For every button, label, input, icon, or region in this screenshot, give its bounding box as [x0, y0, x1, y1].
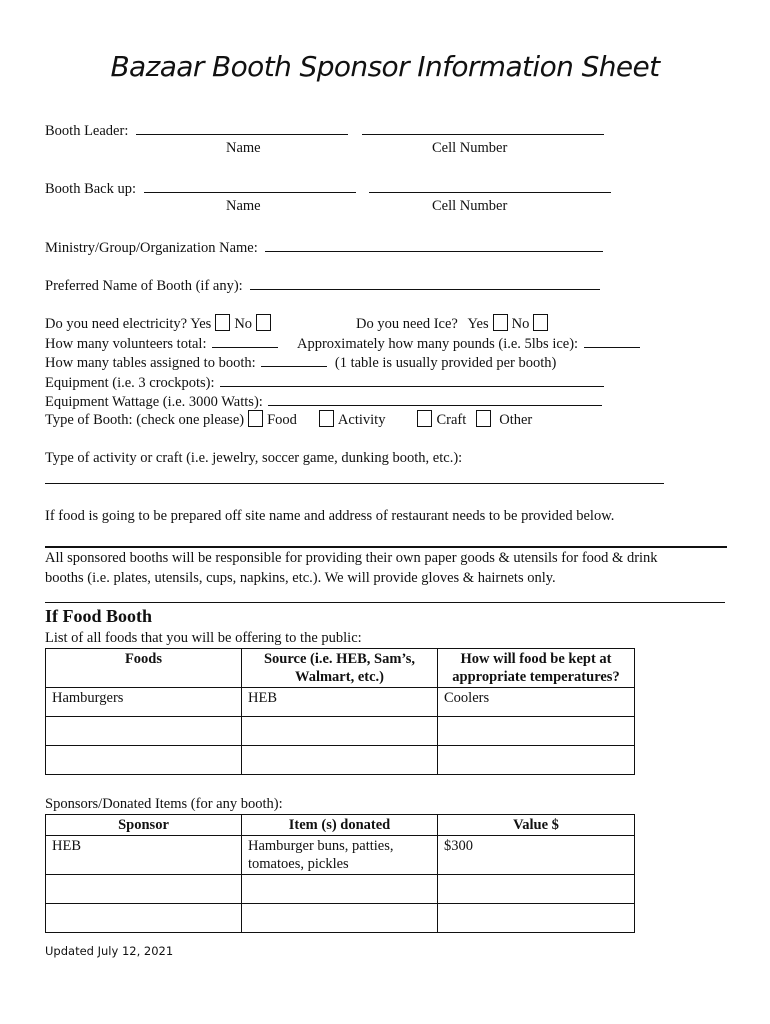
- sponsors-intro: Sponsors/Donated Items (for any booth):: [45, 796, 283, 812]
- ministry-label: Ministry/Group/Organization Name:: [45, 240, 258, 256]
- equipment-field[interactable]: [220, 372, 604, 387]
- value-cell[interactable]: $300: [438, 836, 635, 875]
- ministry-row: [45, 237, 603, 257]
- electricity-no-checkbox[interactable]: [256, 314, 271, 331]
- booth-backup-name-field[interactable]: [144, 178, 356, 193]
- booth-type-activity-checkbox[interactable]: [319, 410, 334, 427]
- ice-yes-label: Yes: [467, 316, 489, 332]
- header-sponsor: Sponsor: [46, 815, 242, 836]
- tables-field[interactable]: [261, 352, 327, 367]
- ice-pounds-field[interactable]: [584, 333, 640, 348]
- sponsor-cell[interactable]: [46, 875, 242, 904]
- table-row: [46, 904, 635, 933]
- temperature-cell[interactable]: [438, 746, 635, 775]
- booth-type-other-checkbox[interactable]: [476, 410, 491, 427]
- booth-backup-cell-field[interactable]: [369, 178, 611, 193]
- booth-type-craft-label: Craft: [436, 412, 467, 428]
- value-cell[interactable]: [438, 904, 635, 933]
- paper-goods-note-line2: booths (i.e. plates, utensils, cups, napkins, etc.). We will provide gloves & hairnets only.: [45, 570, 556, 586]
- booth-type-label: Type of Booth: (check one please): [45, 412, 245, 428]
- wattage-label: Equipment Wattage (i.e. 3000 Watts):: [45, 394, 263, 410]
- sponsor-cell[interactable]: HEB: [46, 836, 242, 875]
- tables-row: [45, 352, 556, 372]
- header-foods: Foods: [46, 649, 242, 688]
- booth-backup-name-caption: Name: [226, 198, 261, 214]
- ice-no-label: No: [511, 316, 530, 332]
- temperature-cell[interactable]: [438, 717, 635, 746]
- booth-leader-cell-field[interactable]: [362, 120, 604, 135]
- food-booth-intro: List of all foods that you will be offering to the public:: [45, 630, 362, 646]
- electricity-no-label: No: [234, 316, 253, 332]
- booth-type-row: [45, 410, 532, 429]
- items-cell[interactable]: [242, 904, 438, 933]
- preferred-name-row: [45, 275, 600, 295]
- equipment-row: [45, 372, 604, 392]
- items-cell[interactable]: Hamburger buns, patties, tomatoes, pickles: [242, 836, 438, 875]
- table-header-row: [46, 815, 635, 836]
- food-cell[interactable]: [46, 717, 242, 746]
- page-title: Bazaar Booth Sponsor Information Sheet: [110, 50, 660, 83]
- wattage-row: [45, 391, 602, 411]
- booth-leader-name-caption: Name: [226, 140, 261, 156]
- ice-row: [356, 314, 552, 333]
- header-temperature: How will food be kept at appropriate temperatures?: [438, 649, 635, 688]
- booth-leader-name-field[interactable]: [136, 120, 348, 135]
- booth-backup-cell-caption: Cell Number: [432, 198, 508, 214]
- footer-updated: Updated July 12, 2021: [45, 944, 174, 958]
- temperature-cell[interactable]: Coolers: [438, 688, 635, 717]
- table-header-row: [46, 649, 635, 688]
- food-booth-heading: If Food Booth: [45, 606, 153, 626]
- ministry-field[interactable]: [265, 237, 603, 252]
- table-row: [46, 746, 635, 775]
- tables-label: How many tables assigned to booth:: [45, 355, 256, 371]
- booth-type-activity-label: Activity: [337, 412, 386, 428]
- offsite-note: If food is going to be prepared off site name and address of restaurant needs to be provided below.: [45, 508, 615, 524]
- electricity-row: [45, 314, 275, 333]
- ice-pounds-row: [297, 333, 640, 353]
- booth-leader-cell-caption: Cell Number: [432, 140, 508, 156]
- electricity-yes-checkbox[interactable]: [215, 314, 230, 331]
- booth-type-food-label: Food: [267, 412, 297, 428]
- ice-no-checkbox[interactable]: [533, 314, 548, 331]
- table-row: [46, 875, 635, 904]
- wattage-field[interactable]: [268, 391, 602, 406]
- sponsors-table: [45, 814, 635, 933]
- items-cell[interactable]: [242, 875, 438, 904]
- food-cell[interactable]: Hamburgers: [46, 688, 242, 717]
- table-row: [46, 717, 635, 746]
- booth-backup-row: [45, 178, 611, 198]
- section-divider: [45, 546, 727, 548]
- table-row: [46, 688, 635, 717]
- foods-table: [45, 648, 635, 775]
- value-cell[interactable]: [438, 875, 635, 904]
- ice-label: Do you need Ice?: [356, 316, 458, 332]
- source-cell[interactable]: [242, 746, 438, 775]
- booth-leader-row: [45, 120, 604, 140]
- source-cell[interactable]: HEB: [242, 688, 438, 717]
- table-row: [46, 836, 635, 875]
- preferred-name-label: Preferred Name of Booth (if any):: [45, 278, 243, 294]
- header-items: Item (s) donated: [242, 815, 438, 836]
- paper-goods-note-line1: All sponsored booths will be responsible for providing their own paper goods & utensils for food & drink: [45, 550, 658, 566]
- header-source: Source (i.e. HEB, Sam’s, Walmart, etc.): [242, 649, 438, 688]
- volunteers-label: How many volunteers total:: [45, 336, 207, 352]
- volunteers-row: [45, 333, 278, 353]
- section-divider-thin: [45, 602, 725, 603]
- electricity-yes-label: Yes: [190, 316, 212, 332]
- activity-type-field[interactable]: [45, 483, 664, 484]
- booth-backup-label: Booth Back up:: [45, 181, 137, 197]
- tables-note: (1 table is usually provided per booth): [334, 355, 557, 371]
- booth-type-craft-checkbox[interactable]: [417, 410, 432, 427]
- preferred-name-field[interactable]: [250, 275, 600, 290]
- source-cell[interactable]: [242, 717, 438, 746]
- booth-leader-label: Booth Leader:: [45, 123, 129, 139]
- volunteers-field[interactable]: [212, 333, 278, 348]
- food-cell[interactable]: [46, 746, 242, 775]
- equipment-label: Equipment (i.e. 3 crockpots):: [45, 375, 215, 391]
- ice-yes-checkbox[interactable]: [493, 314, 508, 331]
- ice-pounds-label: Approximately how many pounds (i.e. 5lbs ice):: [297, 336, 579, 352]
- sponsor-cell[interactable]: [46, 904, 242, 933]
- booth-type-food-checkbox[interactable]: [248, 410, 263, 427]
- booth-type-other-label: Other: [499, 412, 533, 428]
- activity-type-label: Type of activity or craft (i.e. jewelry, soccer game, dunking booth, etc.):: [45, 450, 463, 466]
- electricity-label: Do you need electricity?: [45, 316, 188, 332]
- header-value: Value $: [438, 815, 635, 836]
